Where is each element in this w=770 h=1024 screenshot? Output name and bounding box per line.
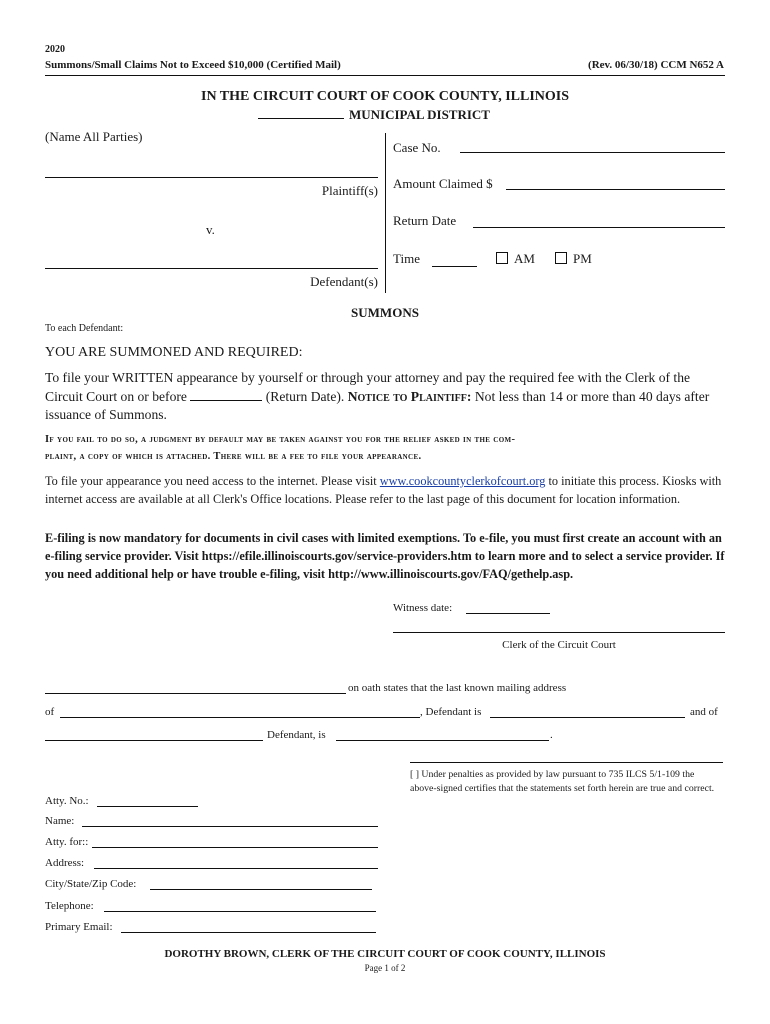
to-each-defendant: To each Defendant: [45, 323, 124, 334]
default-warning-line1: If you fail to do so, a judgment by default may be taken against you for the relief asked in the com- [45, 434, 516, 445]
telephone-field[interactable] [104, 911, 376, 912]
am-option[interactable] [496, 251, 535, 267]
appearance-date-blank[interactable] [190, 388, 262, 401]
plaintiff-line[interactable] [45, 177, 378, 178]
return-date-field[interactable] [473, 227, 725, 228]
am-checkbox[interactable] [496, 252, 508, 264]
defendant1-name-field[interactable] [60, 717, 420, 718]
clerk-footer: DOROTHY BROWN, CLERK OF THE CIRCUIT COURT OF COOK COUNTY, ILLINOIS [164, 948, 606, 960]
internet-paragraph [45, 473, 730, 508]
district-blank[interactable] [258, 118, 344, 119]
email-label: Primary Email: [45, 921, 113, 933]
defendant2-name-field[interactable] [45, 740, 263, 741]
am-label: AM [514, 251, 535, 266]
city-label: City/State/Zip Code: [45, 878, 137, 890]
name-field[interactable] [82, 826, 378, 827]
defendant1-address-field[interactable] [490, 717, 685, 718]
return-date-note: (Return Date). [265, 388, 345, 404]
defendant-label: Defendant(s) [310, 274, 378, 289]
summoned-heading: YOU ARE SUMMONED AND REQUIRED: [45, 345, 303, 360]
pm-checkbox[interactable] [555, 252, 567, 264]
case-no-field[interactable] [460, 152, 725, 153]
notice-text: Not less than 14 or more than 40 days after issuance of Summons. [45, 388, 710, 423]
case-no-label: Case No. [393, 140, 441, 155]
defendant2-address-field[interactable] [336, 740, 549, 741]
witness-date-label: Witness date: [393, 602, 453, 614]
pm-option[interactable] [555, 251, 592, 267]
oath-defendant-is-2: Defendant, is [267, 729, 326, 741]
form-revision: (Rev. 06/30/18) CCM N652 A [588, 59, 724, 71]
pm-label: PM [573, 251, 592, 266]
atty-no-field[interactable] [97, 806, 198, 807]
clerk-signature-line[interactable] [393, 632, 725, 633]
amount-claimed-field[interactable] [506, 189, 725, 190]
affiant-name-field[interactable] [45, 693, 346, 694]
oath-of: of [45, 706, 55, 718]
oath-defendant-is: , Defendant is [420, 706, 482, 718]
district-label: MUNICIPAL DISTRICT [349, 107, 490, 122]
court-title: IN THE CIRCUIT COURT OF COOK COUNTY, ILLINOIS [201, 89, 569, 104]
oath-and-of: and of [690, 706, 718, 718]
header-rule [45, 75, 725, 76]
oath-text: on oath states that the last known mailing address [348, 682, 567, 694]
name-label: Name: [45, 815, 75, 827]
telephone-label: Telephone: [45, 900, 94, 912]
summons-heading: SUMMONS [351, 305, 419, 320]
amount-claimed-label: Amount Claimed $ [393, 176, 493, 191]
witness-date-field[interactable] [466, 613, 550, 614]
efiling-paragraph: E-filing is now mandatory for documents in civil cases with limited exemptions. To e-file, you must first create an account with an e-filing service provider. Visit https://efile.illinoiscourts.gov/service-providers.htm to learn more and to select a service provider. If you need additional help or have trouble e-filing, visit http://www.illinoiscourts.gov/FAQ/gethelp.asp. [45, 531, 725, 581]
clerk-label: Clerk of the Circuit Court [502, 639, 616, 651]
caption-divider [385, 133, 386, 293]
email-field[interactable] [121, 932, 376, 933]
city-field[interactable] [150, 889, 372, 890]
internet-text: To file your appearance you need access to the internet. Please visit [45, 474, 377, 488]
return-date-label: Return Date [393, 213, 457, 228]
time-field[interactable] [432, 266, 477, 267]
page-number: Page 1 of 2 [364, 963, 406, 973]
certification-text: [ ] Under penalties as provided by law pursuant to 735 ILCS 5/1-109 the above-signed certifies that the statements set forth herein are true and correct. [410, 769, 715, 794]
internet-text-2: to initiate this process. Kiosks with internet access are available at all Clerk's Office locations. Please refer to the last page of this document for location information. [45, 474, 722, 506]
name-all-parties: (Name All Parties) [45, 129, 143, 144]
oath-period: . [550, 729, 553, 741]
form-title: Summons/Small Claims Not to Exceed $10,000 (Certified Mail) [45, 59, 341, 71]
address-label: Address: [45, 857, 85, 869]
atty-no-label: Atty. No.: [45, 795, 89, 807]
plaintiff-label: Plaintiff(s) [321, 183, 378, 198]
time-label: Time [393, 251, 420, 266]
default-warning-line2: plaint, a copy of which is attached. There will be a fee to file your appearance. [45, 451, 422, 462]
atty-for-label: Atty. for:: [45, 836, 89, 848]
atty-for-field[interactable] [92, 847, 378, 848]
form-year: 2020 [45, 44, 65, 55]
certification-signature-line[interactable] [410, 762, 723, 763]
defendant-line[interactable] [45, 268, 378, 269]
clerk-website-link[interactable]: www.cookcountyclerkofcourt.org [379, 474, 546, 488]
appearance-paragraph [45, 369, 730, 425]
appearance-text: To file your WRITTEN appearance by yourself or through your attorney and pay the required fee with the Clerk of the Circuit Court on or before [45, 370, 691, 404]
notice-to-plaintiff: Notice to Plaintiff: [347, 388, 472, 404]
address-field[interactable] [94, 868, 378, 869]
versus-label: v. [206, 222, 215, 237]
